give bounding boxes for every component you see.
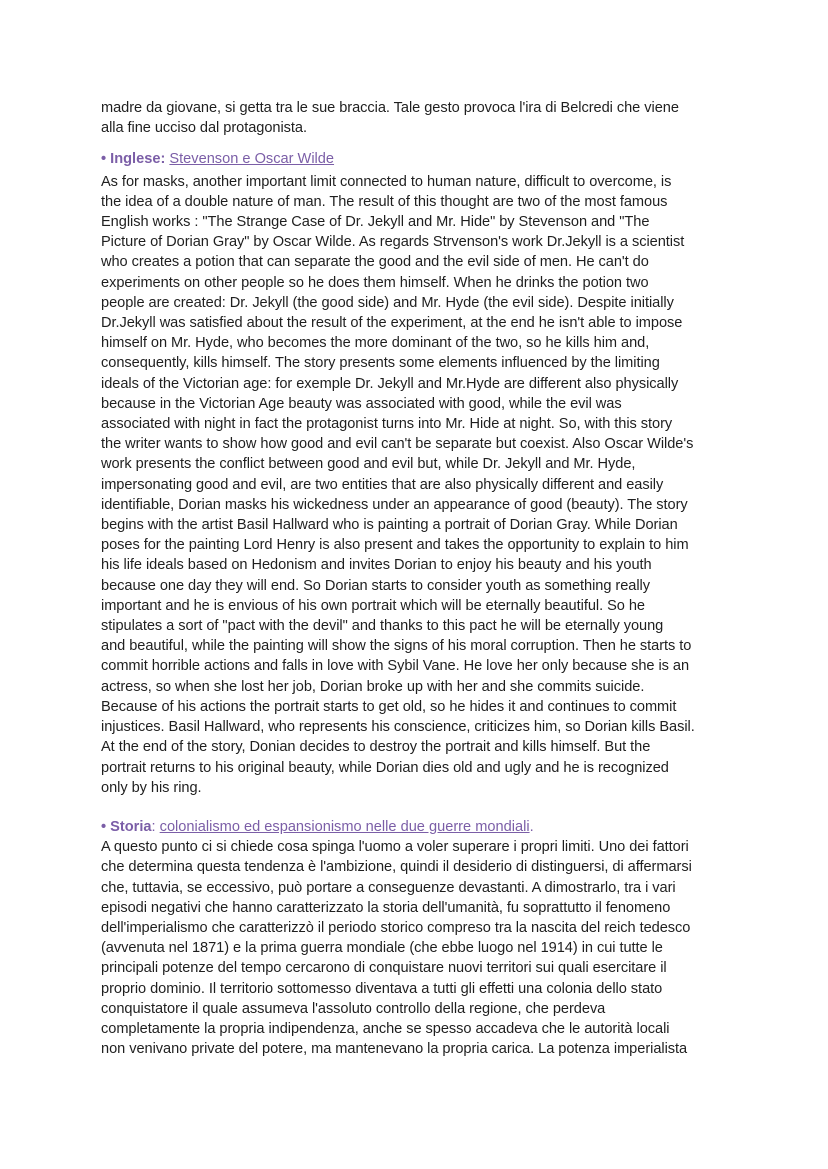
section-topic-link[interactable]: colonialismo ed espansionismo nelle due guerre mondiali [159, 818, 530, 835]
section-body-storia: A questo punto ci si chiede cosa spinga l'uomo a voler superare i propri limiti. Uno dei fattori che determina questa tendenza è l'ambizione, quindi il desiderio di distinguersi, di affermarsi che, tuttavia, se eccessivo, può portare a conseguenze devastanti. A dimostrarlo, tra i vari episodi negativi che hanno caratterizzato la storia dell'umanità, fu soprattutto il fenomeno dell'imperialismo che caratterizzò il periodo storico compreso tra la nascita del reich tedesco (avvenuta nel 1871) e la prima guerra mondiale (che ebbe luogo nel 1914) in cui tutte le principali potenze del tempo cercarono di conquistare nuovi territori sui quali esercitare il proprio dominio. Il territorio sottomesso diventava a tutti gli effetti una colonia dello stato conquistatore il quale assumeva l'assoluto controllo della regione, che perdeva completamente la propria indipendenza, anche se spesso accadeva che le autorità locali non venivano private del potere, ma mantenevano la propria carica. La potenza imperialista [101, 839, 692, 1058]
section-label: • Inglese: [101, 151, 166, 168]
document-page [101, 98, 741, 1059]
section-heading-inglese [101, 149, 741, 169]
section-separator: : [151, 818, 160, 835]
section-topic-link[interactable]: Stevenson e Oscar Wilde [169, 151, 335, 168]
section-body-inglese: As for masks, another important limit connected to human nature, difficult to overcome, is the idea of a double nature of man. The result of this thought are two of the most famous English works : "The Strange Case of Dr. Jekyll and Mr. Hide" by Stevenson and "The Picture of Dorian Gray" by Oscar Wilde. As regards Strvenson's work Dr.Jekyll is a scientist who creates a potion that can separate the good and the evil side of men. He can't do experiments on other people so he does them himself. When he drinks the potion two people are created: Dr. Jekyll (the good side) and Mr. Hyde (the evil side). Despite initially Dr.Jekyll was satisfied about the result of the experiment, at the end he isn't able to impose himself on Mr. Hyde, who becomes the more dominant of the two, so he kills him and, consequently, kills himself. The story presents some elements influenced by the limiting ideals of the Victorian age: for exemple Dr. Jekyll and Mr.Hyde are different also physically because in the Victorian Age beauty was associated with good, while the evil was associated with night in fact the protagonist turns into Mr. Hide at night. So, with this story the writer wants to show how good and evil can't be separate but coexist. Also Oscar Wilde's work presents the conflict between good and evil but, while Dr. Jekyll and Mr. Hyde, impersonating good and evil, are two entities that are also physically different and easily identifiable, Dorian masks his wickedness under an appearance of good (beauty). The story begins with the artist Basil Hallward who is painting a portrait of Dorian Gray. While Dorian poses for the painting Lord Henry is also present and takes the opportunity to explain to him his life ideals based on Hedonism and invites Dorian to enjoy his beauty and his youth because one day they will end. So Dorian starts to consider youth as something really important and he is envious of his own portrait which will be eternally beautiful. So he stipulates a sort of "pact with the devil" and thanks to this pact he will be eternally young and beautiful, while the painting will show the signs of his moral corruption. Then he starts to commit horrible actions and falls in love with Sybil Vane. He love her only because she is an actress, so when she lost her job, Dorian broke up with her and she commits suicide. Because of his actions the portrait starts to get old, so he hides it and continues to commit injustices. Basil Hallward, who represents his conscience, criticizes him, so Dorian kills Basil. At the end of the story, Donian decides to destroy the portrait and kills himself. But the portrait returns to his original beauty, while Dorian dies old and ugly and he is recognized only by his ring. [101, 173, 695, 796]
intro-paragraph: madre da giovane, si getta tra le sue braccia. Tale gesto provoca l'ira di Belcredi che viene alla fine ucciso dal protagonista. [101, 100, 679, 137]
section-label: • Storia [101, 818, 152, 835]
section-heading-storia [101, 817, 741, 837]
section-trailing-punctuation: . [529, 818, 534, 835]
